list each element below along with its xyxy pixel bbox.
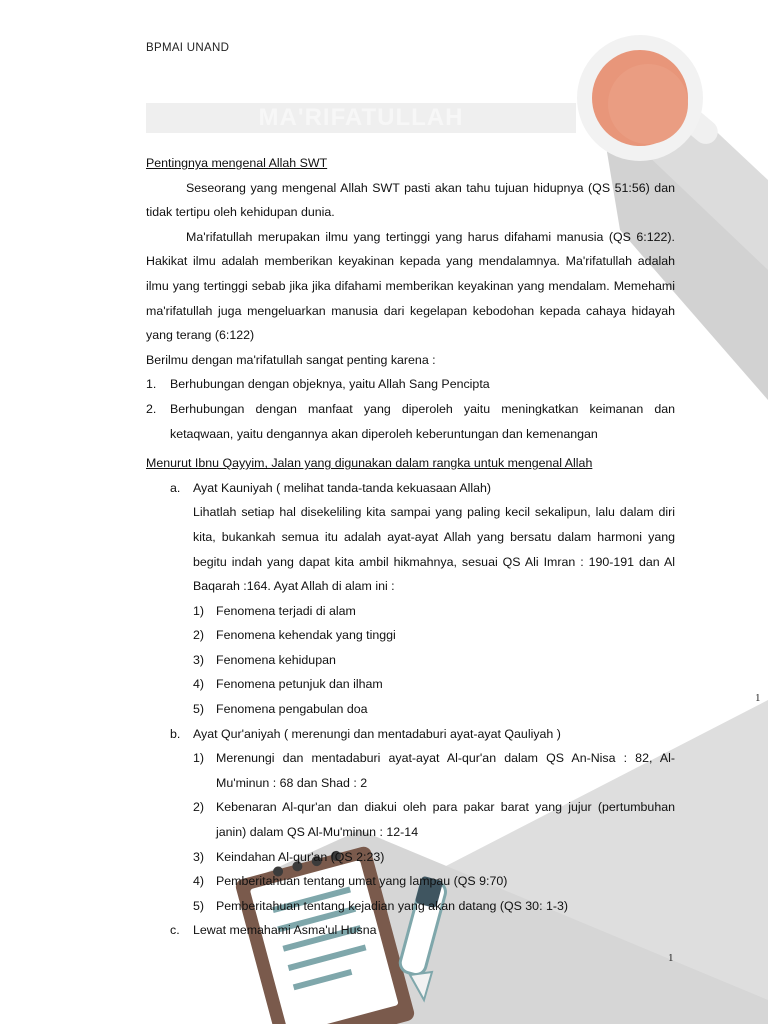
- page-number: 1: [668, 952, 674, 964]
- subsection-title: Lewat memahami Asma'ul Husna: [193, 923, 377, 938]
- list-text: Fenomena kehendak yang tinggi: [216, 628, 396, 643]
- list-number: 1.: [146, 377, 157, 392]
- list-item: [146, 795, 675, 844]
- list-item: [146, 648, 675, 673]
- title-band: [146, 103, 576, 133]
- list-text: Kebenaran Al-qur'an dan diakui oleh para pakar barat yang jujur (pertumbuhan janin) dalam QS Al-Mu'minun : 12-14: [216, 800, 675, 840]
- section1-heading: Pentingnya mengenal Allah SWT: [146, 156, 328, 170]
- list-text: Merenungi dan mentadaburi ayat-ayat Al-qur'an dalam QS An-Nisa : 82, Al-Mu'minun : 68 dan Shad : 2: [216, 751, 675, 790]
- list-number: 2): [193, 628, 205, 643]
- list-number: 4): [193, 677, 205, 692]
- subsection-title: Ayat Qur'aniyah ( merenungi dan mentadaburi ayat-ayat Qauliyah ): [193, 726, 561, 741]
- subsection-a: [146, 476, 675, 501]
- subsection-b: [146, 722, 675, 747]
- list-number: 1): [193, 751, 205, 766]
- subsection-letter: a.: [170, 480, 181, 495]
- subsection-letter: c.: [170, 923, 180, 938]
- list-item: [146, 697, 675, 722]
- list-item: [146, 397, 675, 446]
- subsection-title: Ayat Kauniyah ( melihat tanda-tanda kekuasaan Allah): [193, 480, 492, 495]
- list-text: Fenomena terjadi di alam: [216, 603, 356, 618]
- list-number: 5): [193, 702, 205, 717]
- list-item: [146, 599, 675, 624]
- list-item: [146, 672, 675, 697]
- list-text: Fenomena pengabulan doa: [216, 702, 368, 717]
- list-number: 2): [193, 800, 205, 815]
- list-text: Pemberitahuan tentang umat yang lampau (QS 9:70): [216, 874, 508, 889]
- list-text: Fenomena kehidupan: [216, 652, 336, 667]
- subsection-c: [146, 918, 675, 943]
- list-item: [146, 623, 675, 648]
- list-text: Pemberitahuan tentang kejadian yang akan datang (QS 30: 1-3): [216, 898, 568, 913]
- list-number: 3): [193, 849, 205, 864]
- list-number: 2.: [146, 401, 157, 416]
- list-number: 4): [193, 874, 205, 889]
- list-item: [146, 746, 675, 795]
- subsection-a-para: Lihatlah setiap hal disekeliling kita sampai yang paling kecil sekalipun, lalu dalam diri kita, bukankah semua itu adalah ayat-ayat Allah yang bersatu dalam harmoni yang begitu indah yang dapat kita ambil hikmahnya, sesuai QS Ali Imran : 190-191 dan Al Baqarah :164. Ayat Allah di alam ini :: [193, 505, 675, 594]
- section1-para2: Ma'rifatullah merupakan ilmu yang tertinggi yang harus difahami manusia (QS 6:122). Hakikat ilmu adalah memberikan keyakinan kepada yang mendalamnya. Ma'rifatullah adalah ilmu yang tertinggi sebab jika jika difahami memberikan keyakinan yang mendalam. Memehami ma'rifatullah juga mengeluarkan manusia dari kegelapan kebodohan kepada cahaya hidayah yang terang (6:122): [146, 229, 675, 343]
- list-item: [146, 869, 675, 894]
- list-number: 3): [193, 652, 205, 667]
- page-number: 1: [755, 692, 761, 704]
- section1-para3: Berilmu dengan ma'rifatullah sangat penting karena :: [146, 352, 436, 367]
- list-text: Berhubungan dengan objeknya, yaitu Allah Sang Pencipta: [170, 377, 490, 392]
- list-number: 1): [193, 603, 205, 618]
- list-text: Keindahan Al-qur'an (QS 2:23): [216, 849, 385, 864]
- list-text: Berhubungan dengan manfaat yang diperoleh yaitu meningkatkan keimanan dan ketaqwaan, yaitu dengannya akan diperoleh keberuntungan dan kemenangan: [170, 401, 675, 441]
- list-item: [146, 894, 675, 919]
- document-body: [146, 151, 675, 943]
- list-item: [146, 845, 675, 870]
- section1-para1: Seseorang yang mengenal Allah SWT pasti akan tahu tujuan hidupnya (QS 51:56) dan tidak tertipu oleh kehidupan dunia.: [146, 180, 675, 220]
- list-item: [146, 372, 675, 397]
- list-number: 5): [193, 898, 205, 913]
- section2-heading: Menurut Ibnu Qayyim, Jalan yang digunakan dalam rangka untuk mengenal Allah: [146, 456, 593, 471]
- header-label: BPMAI UNAND: [146, 42, 230, 54]
- list-text: Fenomena petunjuk dan ilham: [216, 677, 383, 692]
- subsection-letter: b.: [170, 726, 181, 741]
- page-title: MA'RIFATULLAH: [258, 104, 464, 131]
